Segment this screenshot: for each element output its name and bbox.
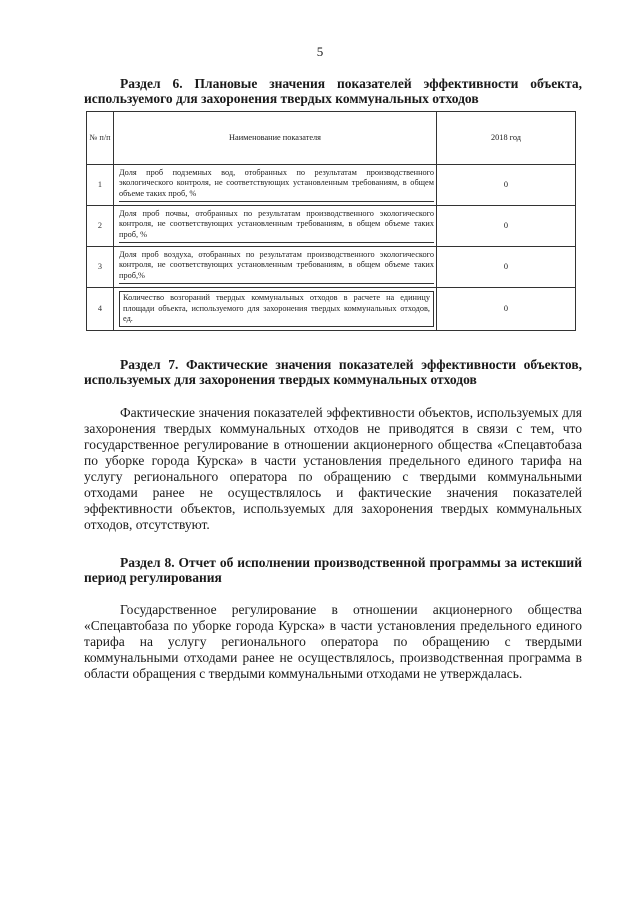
section-6-heading: Раздел 6. Плановые значения показателей эффективности объекта, используемого для захоронения твердых коммунальных отходов [84,76,582,106]
col-name-header: Наименование показателя [114,112,437,165]
row-value: 0 [437,206,576,247]
row-number: 2 [87,206,114,247]
row-number: 1 [87,165,114,206]
table-row [87,206,576,247]
row-value: 0 [437,247,576,288]
row-value: 0 [437,288,576,331]
table-row [87,288,576,331]
row-number: 4 [87,288,114,331]
section-7-heading: Раздел 7. Фактические значения показателей эффективности объектов, используемых для захоронения твердых коммунальных отходов [84,357,582,387]
row-value: 0 [437,165,576,206]
section-8-text: Государственное регулирование в отношении акционерного общества «Спецавтобаза по уборке города Курска» в части установления предельного единого тарифа на услугу регионального оператора по обращению с твердыми коммунальными отходами ранее не осуществлялось, производственная программа в области обращения с твердыми коммунальными отходами не утверждалась. [84,602,582,681]
row-indicator-name: Доля проб воздуха, отобранных по результатам производственного экологического контроля, не соответствующих установленным требованиям, в общем объеме таких проб,% [114,247,437,288]
table-row [87,247,576,288]
indicators-table [86,111,576,331]
row-number: 3 [87,247,114,288]
table-header-row [87,112,576,165]
col-num-header: № п/п [87,112,114,165]
section-8-heading: Раздел 8. Отчет об исполнении производственной программы за истекший период регулирования [84,555,582,585]
section-7-text: Фактические значения показателей эффективности объектов, используемых для захоронения твердых коммунальных отходов не приводятся в связи с тем, что государственное регулирование в отношении акционерного общества «Спецавтобаза по уборке города Курска» в части установления предельного единого тарифа на услугу регионального оператора по обращению с твердыми коммунальными отходами ранее не осуществлялось и фактические значения показателей эффективности объектов, используемых для захоронения твердых коммунальных отходов, отсутствуют. [84,405,582,532]
col-year-header: 2018 год [437,112,576,165]
page-number: 5 [316,44,324,59]
row-indicator-name: Доля проб подземных вод, отобранных по результатам производственного экологического контроля, не соответствующих установленным требованиям, в общем объеме таких проб, % [114,165,437,206]
row-indicator-name: Доля проб почвы, отобранных по результатам производственного экологического контроля, не соответствующих установленным требованиям, в общем объеме таких проб, % [114,206,437,247]
table-row [87,165,576,206]
row-indicator-name: Количество возгораний твердых коммунальных отходов в расчете на единицу площади объекта, используемого для захоронения твердых коммунальных отходов, ед. [114,288,437,331]
